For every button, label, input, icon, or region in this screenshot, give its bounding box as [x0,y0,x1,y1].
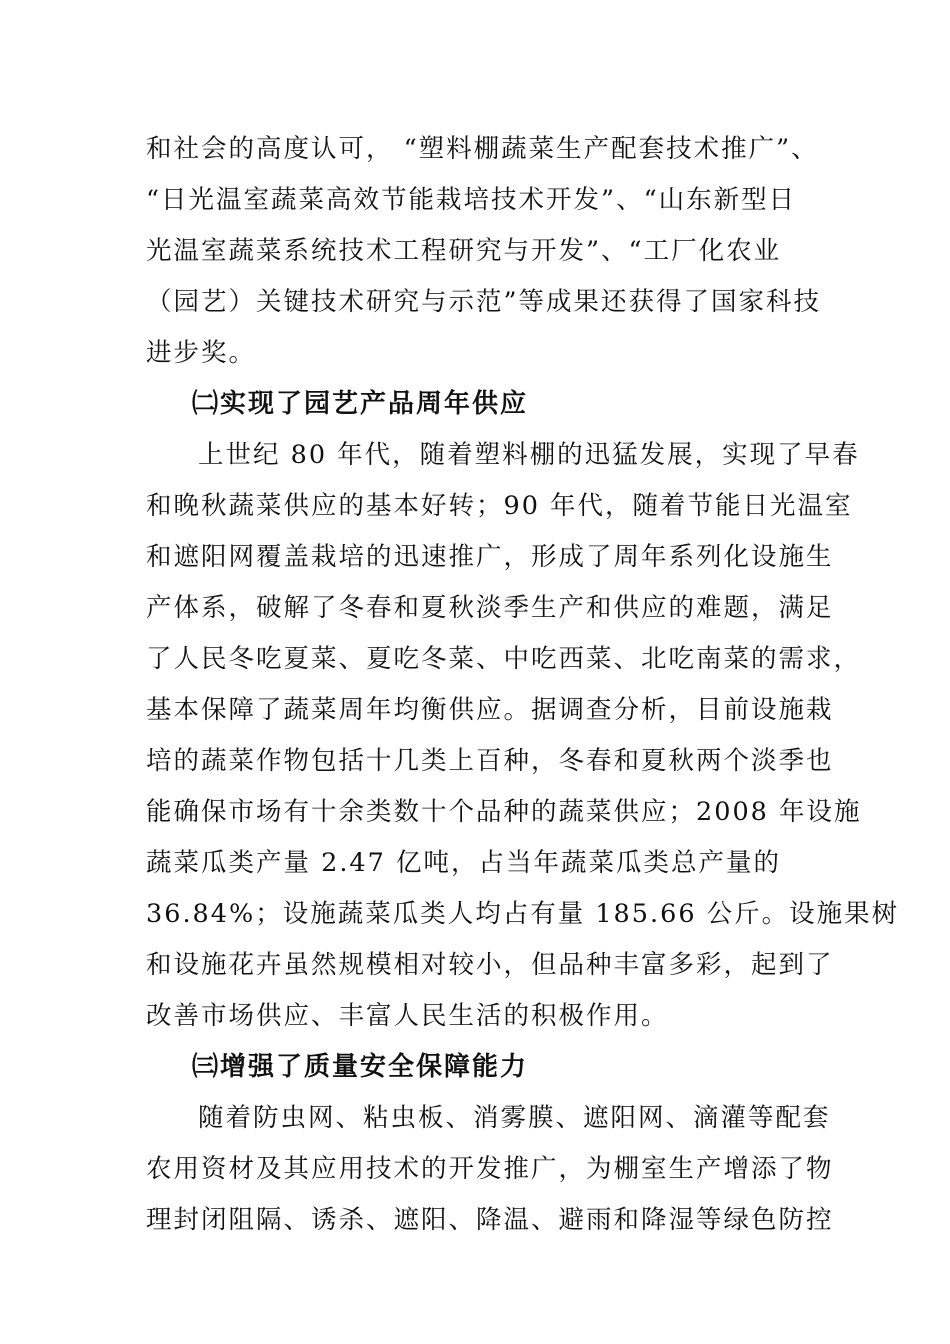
paragraph-line: 和晚秋蔬菜供应的基本好转；90 年代，随着节能日光温室 [146,491,853,521]
paragraph-line: 光温室蔬菜系统技术工程研究与开发”、“工厂化农业 [146,236,782,266]
paragraph-line: 培的蔬菜作物包括十几类上百种，冬春和夏秋两个淡季也 [146,746,834,776]
paragraph-line: 进步奖。 [146,338,257,368]
paragraph-line: 和遮阳网覆盖栽培的迅速推广，形成了周年系列化设施生 [146,542,834,572]
paragraph-line: 36.84%；设施蔬菜瓜类人均占有量 185.66 公斤。设施果树 [146,899,900,929]
paragraph-line: 随着防虫网、粘虫板、消雾膜、遮阳网、滴灌等配套 [198,1103,831,1133]
paragraph-line: 理封闭阻隔、诱杀、遮阳、降温、避雨和降湿等绿色防控 [146,1205,834,1235]
paragraph-line: 能确保市场有十余类数十个品种的蔬菜供应；2008 年设施 [146,797,862,827]
paragraph-line: 蔬菜瓜类产量 2.47 亿吨，占当年蔬菜瓜类总产量的 [146,848,781,878]
paragraph-line: 上世纪 80 年代，随着塑料棚的迅猛发展，实现了早春 [198,440,860,470]
paragraph-line: 基本保障了蔬菜周年均衡供应。据调查分析，目前设施栽 [146,695,834,725]
paragraph-line: （园艺）关键技术研究与示范”等成果还获得了国家科技 [146,287,822,317]
paragraph-line: 了人民冬吃夏菜、夏吃冬菜、中吃西菜、北吃南菜的需求， [146,644,862,674]
paragraph-line: 和设施花卉虽然规模相对较小，但品种丰富多彩，起到了 [146,950,834,980]
paragraph-line: 农用资材及其应用技术的开发推广，为棚室生产增添了物 [146,1154,834,1184]
section-heading-3: ㈢增强了质量安全保障能力 [192,1052,529,1082]
paragraph-line: 和社会的高度认可， “塑料棚蔬菜生产配套技术推广”、 [146,134,819,164]
document-body [146,124,900,1246]
paragraph-line: 改善市场供应、丰富人民生活的积极作用。 [146,1001,669,1031]
section-heading-2: ㈡实现了园艺产品周年供应 [192,389,529,419]
paragraph-line: “日光温室蔬菜高效节能栽培技术开发”、“山东新型日 [146,185,797,215]
paragraph-line: 产体系，破解了冬春和夏秋淡季生产和供应的难题，满足 [146,593,834,623]
